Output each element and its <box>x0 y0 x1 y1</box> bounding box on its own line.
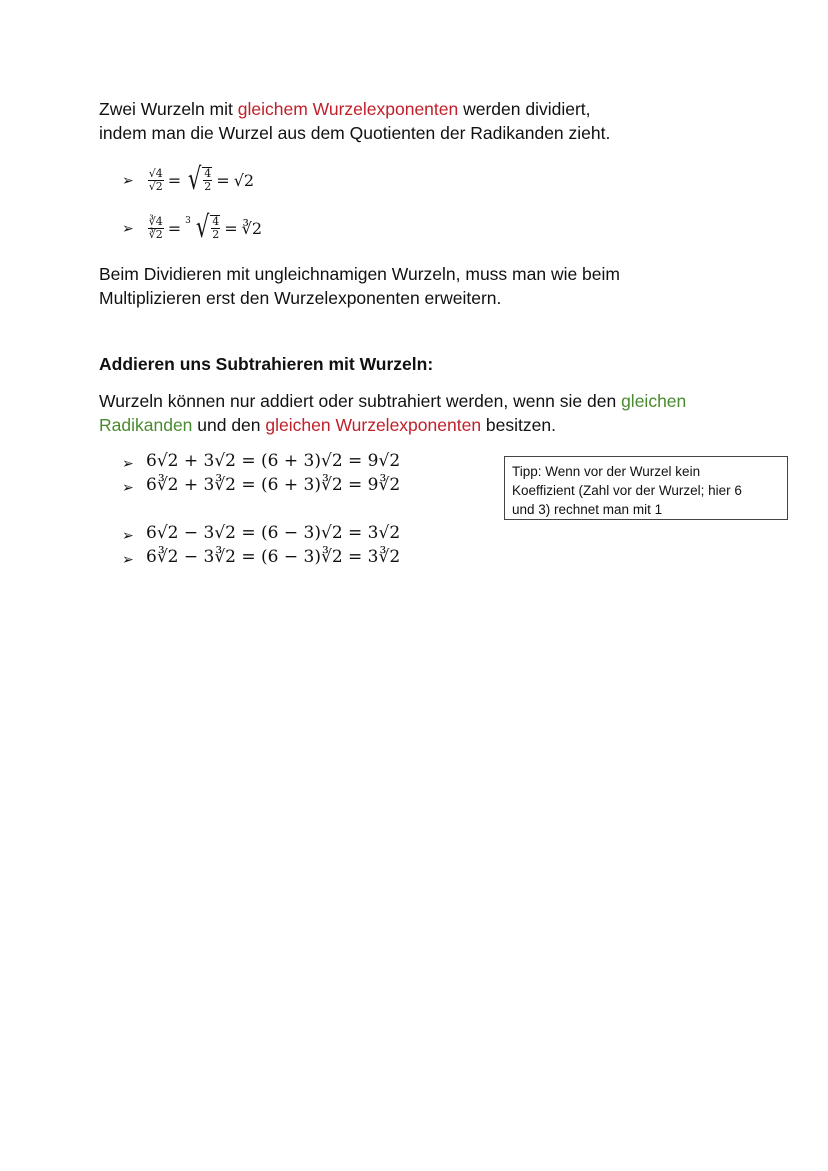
addition-equation-2: 6∛2 + 3∛2 = (6 + 3)∛2 = 9∛2 <box>146 475 401 495</box>
addition-equation-1: 6√2 + 3√2 = (6 + 3)√2 = 9√2 <box>146 451 401 471</box>
subtraction-equation-1: 6√2 − 3√2 = (6 − 3)√2 = 3√2 <box>146 523 401 543</box>
lhs-fraction: $\frac{∛4}{∛2}$ <box>148 214 163 241</box>
bullet-icon: ➢ <box>122 479 134 495</box>
tip-box: Tipp: Wenn vor der Wurzel kein Koeffizient (Zahl vor der Wurzel; hier 6 und 3) rechnet man mit 1 <box>504 456 788 520</box>
intro-division-text: Zwei Wurzeln mit gleichem Wurzelexponenten werden dividiert, indem man die Wurzel aus dem Quotienten der Radikanden zieht. <box>99 99 611 143</box>
root-of-fraction: √ $\frac{4}{2}$ <box>188 162 212 197</box>
result-value: ∛2 <box>241 218 263 238</box>
subtraction-equation-2: 6∛2 − 3∛2 = (6 − 3)∛2 = 3∛2 <box>146 547 401 567</box>
division-example-2: ➢ $\frac{∛4}{∛2}$ = 3 √ $\frac{4}{2}$ = ∛2 <box>122 210 263 245</box>
bullet-icon: ➢ <box>122 527 134 543</box>
bullet-icon: ➢ <box>122 551 134 567</box>
lhs-fraction: $\frac{√4}{√2}$ <box>148 166 163 193</box>
bullet-icon: ➢ <box>122 220 134 236</box>
section-heading: Addieren uns Subtrahieren mit Wurzeln: <box>99 354 434 374</box>
addition-rule-text: Wurzeln können nur addiert oder subtrahiert werden, wenn sie den gleichen Radikanden und den gleichen Wurzelexponenten besitzen. <box>99 391 687 435</box>
result-value: √2 <box>233 170 255 190</box>
root-of-fraction: 3 √ $\frac{4}{2}$ <box>185 210 220 245</box>
highlight-same-exponent: gleichem Wurzelexponenten <box>237 99 459 119</box>
bullet-icon: ➢ <box>122 455 134 471</box>
bullet-icon: ➢ <box>122 172 134 188</box>
uneven-roots-text: Beim Dividieren mit ungleichnamigen Wurzeln, muss man wie beim Multiplizieren erst den Wurzelexponenten erweitern. <box>99 264 620 308</box>
division-example-1: ➢ $\frac{√4}{√2}$ = √ $\frac{4}{2}$ = √2 <box>122 162 255 197</box>
